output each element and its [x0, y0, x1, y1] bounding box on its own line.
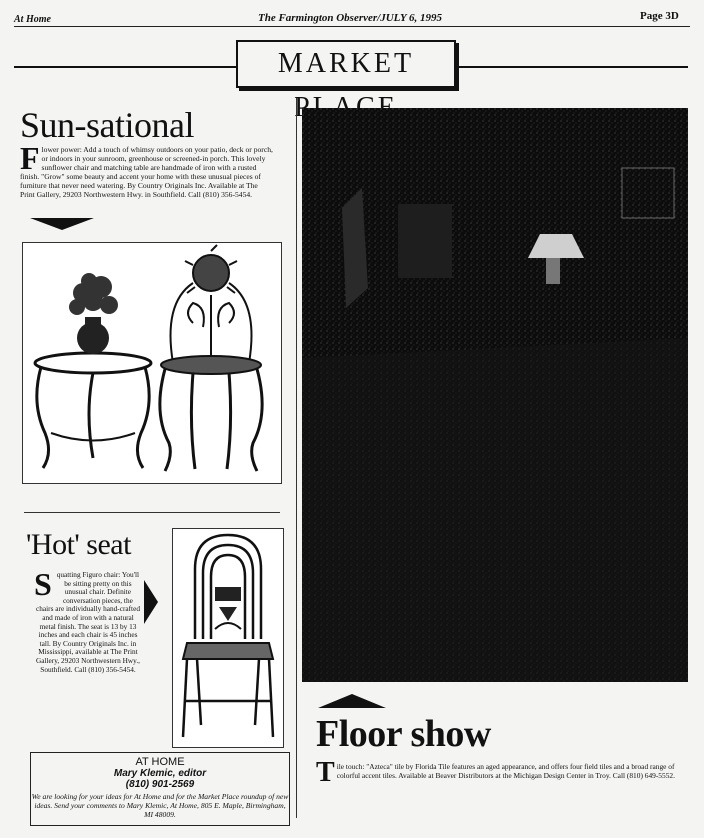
editor-name: Mary Klemic, editor — [113, 768, 207, 779]
sunsational-dropcap: F — [20, 140, 40, 176]
submission-note: We are looking for your ideas for At Home and for the Market Place roundup of new ideas. Send your comments to Mary Klemic, At Home, 805 E. Maple, Birmingham, MI 48009. — [31, 792, 289, 819]
page-number: Page 3D — [640, 10, 679, 22]
section-rule — [24, 512, 280, 513]
at-home-title: AT HOME — [135, 756, 185, 768]
editor-phone: (810) 901-2569 — [125, 779, 195, 790]
sunflower-furniture-photo — [22, 242, 282, 484]
publication-date: The Farmington Observer/JULY 6, 1995 — [258, 12, 443, 24]
floor-tile-room-photo — [302, 108, 688, 682]
at-home-contact-box — [30, 752, 290, 826]
floorshow-heading: Floor show — [316, 713, 491, 755]
sunsational-text: lower power: Add a touch of whimsy outdoors on your patio, deck or porch, or indoors in your sunroom, greenhouse or screened-in porch. This lovely sunflower chair and matching table are handmade of iron with a rusted finish. "Grow" some beauty and accent your home with these unusual pieces of furniture that never need watering. By Country Originals Inc. Available at The Print Gallery, 29203 Northwestern Hwy. in Southfield. Call (810) 356-5454. — [20, 145, 273, 199]
down-arrow-icon — [30, 218, 94, 230]
hotseat-article — [34, 566, 142, 674]
section-label: At Home — [14, 14, 51, 25]
sunsational-article — [20, 140, 274, 199]
figuro-chair-photo — [172, 528, 284, 748]
floorshow-text: ile touch: "Azteca" tile by Florida Tile features an aged appearance, and offers four field tiles and a broad range of colorful accent tiles. Available at Beaver Distributors at the Michigan Design Center in Troy. Call (810) 649-5552. — [336, 762, 675, 780]
header-rule — [14, 26, 690, 27]
dark-room-illustration — [302, 108, 688, 682]
floorshow-article — [316, 757, 696, 788]
page-title: MARKET — [236, 40, 456, 88]
hotseat-heading: 'Hot' seat — [26, 528, 131, 561]
floorshow-dropcap: T — [316, 757, 335, 788]
sunsational-heading: Sun-sational — [20, 105, 194, 145]
right-arrow-icon — [144, 580, 158, 624]
banner-rule-right — [456, 66, 688, 68]
figuro-chair-illustration — [173, 529, 283, 747]
column-divider — [296, 98, 297, 818]
hotseat-dropcap: S — [34, 566, 52, 602]
hotseat-text: quatting Figuro chair: You'll be sitting pretty on this unusual chair. Definite conversation pieces, the chairs are individually hand-crafted and made of iron with a natural metal finish. The seat is 13 by 13 inches and each chair is 45 inches tall. By Country Originals Inc. in Mississippi, available at The Print Gallery, 29203 Northwestern Hwy., Southfield. Call (810) 356-5454. — [35, 570, 141, 674]
up-arrow-icon — [318, 694, 386, 708]
banner-rule-left — [14, 66, 236, 68]
sunflower-chair-table-illustration — [23, 243, 281, 483]
